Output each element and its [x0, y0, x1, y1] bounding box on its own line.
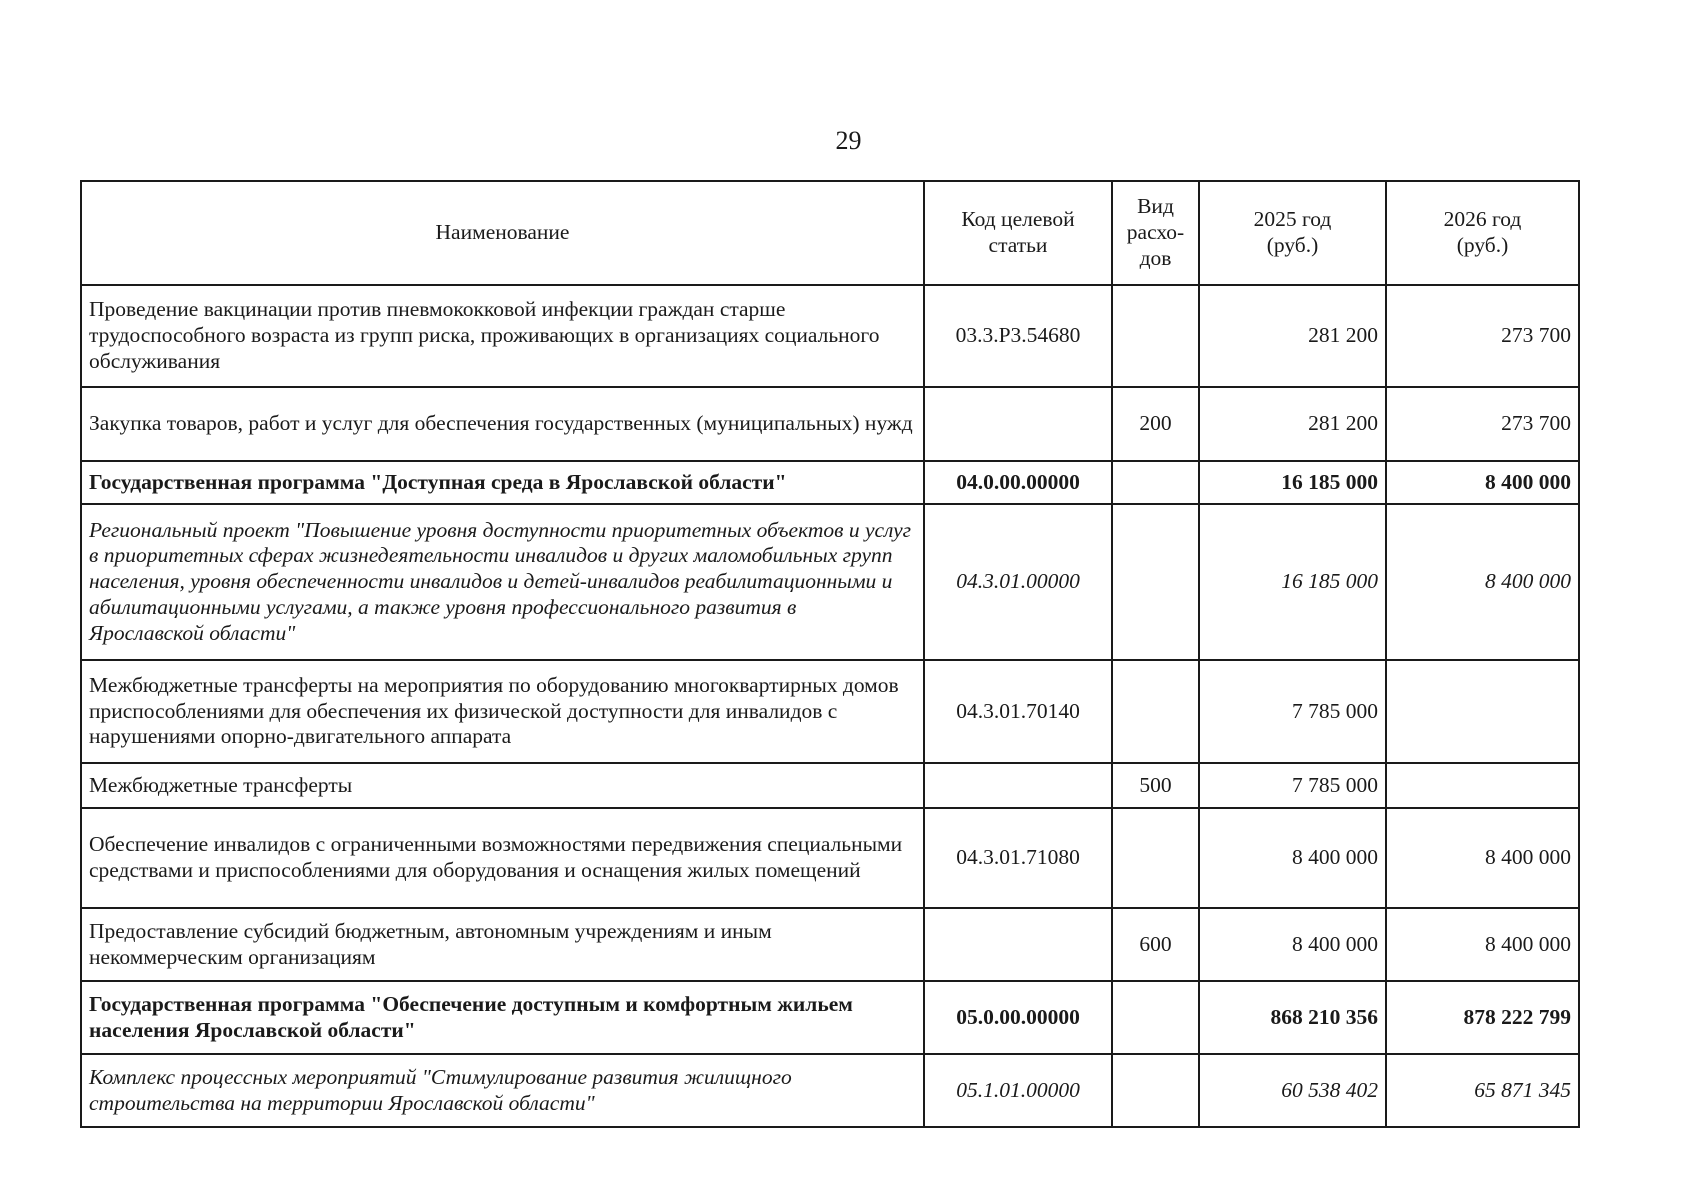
row-2025: 8 400 000 [1199, 808, 1386, 908]
row-2025: 16 185 000 [1199, 504, 1386, 660]
row-2025: 16 185 000 [1199, 461, 1386, 504]
row-2026: 8 400 000 [1386, 908, 1579, 981]
row-name: Межбюджетные трансферты на мероприятия по оборудованию многоквартирных домов приспособлениями для обеспечения их физической доступности для инвалидов с нарушениями опорно-двигательного аппарата [81, 660, 924, 763]
table-row [81, 660, 1579, 763]
table-row [81, 461, 1579, 504]
header-code: Код целевой статьи [924, 181, 1112, 285]
row-code [924, 763, 1112, 808]
row-name: Региональный проект "Повышение уровня доступности приоритетных объектов и услуг в приоритетных сферах жизнедеятельности инвалидов и других маломобильных групп населения, уровня обеспеченности инвалидов и детей-инвалидов реабилитационными и абилитационными услугами, а также уровня профессионального развития в Ярославской области" [81, 504, 924, 660]
row-2025: 60 538 402 [1199, 1054, 1386, 1127]
row-2025: 7 785 000 [1199, 763, 1386, 808]
table-row [81, 908, 1579, 981]
header-kind: Вид расхо- дов [1112, 181, 1199, 285]
row-2026: 8 400 000 [1386, 461, 1579, 504]
row-name: Закупка товаров, работ и услуг для обеспечения государственных (муниципальных) нужд [81, 387, 924, 461]
page-number: 29 [835, 126, 862, 155]
row-code: 04.0.00.00000 [924, 461, 1112, 504]
row-2025: 7 785 000 [1199, 660, 1386, 763]
table-row [81, 981, 1579, 1054]
row-code: 05.0.00.00000 [924, 981, 1112, 1054]
row-name: Предоставление субсидий бюджетным, автономным учреждениям и иным некоммерческим организациям [81, 908, 924, 981]
row-kind [1112, 285, 1199, 387]
row-2026 [1386, 660, 1579, 763]
row-code: 03.3.Р3.54680 [924, 285, 1112, 387]
table-row [81, 1054, 1579, 1127]
row-name: Государственная программа "Доступная среда в Ярославской области" [81, 461, 924, 504]
row-name: Государственная программа "Обеспечение доступным и комфортным жильем населения Ярославской области" [81, 981, 924, 1054]
row-2026 [1386, 763, 1579, 808]
row-kind: 500 [1112, 763, 1199, 808]
row-code: 04.3.01.00000 [924, 504, 1112, 660]
header-name: Наименование [81, 181, 924, 285]
row-name: Обеспечение инвалидов с ограниченными возможностями передвижения специальными средствами и приспособлениями для оборудования и оснащения жилых помещений [81, 808, 924, 908]
row-code: 04.3.01.70140 [924, 660, 1112, 763]
table-row [81, 504, 1579, 660]
row-2026: 8 400 000 [1386, 808, 1579, 908]
row-kind: 600 [1112, 908, 1199, 981]
row-code [924, 908, 1112, 981]
row-name: Проведение вакцинации против пневмококковой инфекции граждан старше трудоспособного возраста из групп риска, проживающих в организациях социального обслуживания [81, 285, 924, 387]
row-2025: 281 200 [1199, 387, 1386, 461]
table-row [81, 763, 1579, 808]
row-name: Комплекс процессных мероприятий "Стимулирование развития жилищного строительства на территории Ярославской области" [81, 1054, 924, 1127]
row-2025: 281 200 [1199, 285, 1386, 387]
row-kind [1112, 504, 1199, 660]
table-row [81, 808, 1579, 908]
header-2026: 2026 год (руб.) [1386, 181, 1579, 285]
row-2026: 273 700 [1386, 285, 1579, 387]
row-kind [1112, 461, 1199, 504]
row-2026: 65 871 345 [1386, 1054, 1579, 1127]
row-kind [1112, 1054, 1199, 1127]
row-name: Межбюджетные трансферты [81, 763, 924, 808]
row-code: 04.3.01.71080 [924, 808, 1112, 908]
row-kind [1112, 660, 1199, 763]
row-kind: 200 [1112, 387, 1199, 461]
budget-table [80, 180, 1580, 1128]
row-2025: 868 210 356 [1199, 981, 1386, 1054]
header-2025: 2025 год (руб.) [1199, 181, 1386, 285]
row-code: 05.1.01.00000 [924, 1054, 1112, 1127]
row-kind [1112, 808, 1199, 908]
row-code [924, 387, 1112, 461]
table-row [81, 285, 1579, 387]
row-2026: 878 222 799 [1386, 981, 1579, 1054]
table-row [81, 387, 1579, 461]
row-2025: 8 400 000 [1199, 908, 1386, 981]
row-2026: 273 700 [1386, 387, 1579, 461]
row-2026: 8 400 000 [1386, 504, 1579, 660]
row-kind [1112, 981, 1199, 1054]
table-header-row [81, 181, 1579, 285]
